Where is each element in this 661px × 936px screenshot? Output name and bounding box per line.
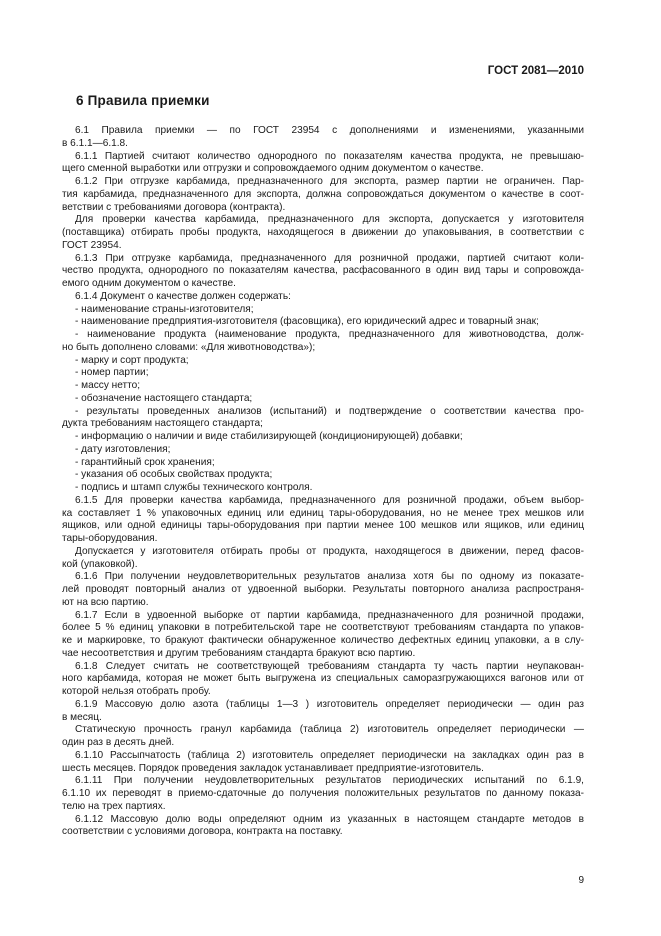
document-header-id: ГОСТ 2081—2010 (487, 65, 584, 77)
text-line: 6.1.6 При получении неудовлетворительных результатов анализа хотя бы по одному из показате- (75, 571, 584, 583)
text-line: 6.1.5 Для проверки качества карбамида, предназначенного для розничной продажи, объем выбор- (75, 494, 584, 506)
text-line: - результаты проведенных анализов (испытаний) и подтверждение о соответствии качества про- (75, 405, 584, 417)
paragraph (62, 495, 584, 546)
text-line: - массу нетто; (75, 380, 141, 391)
text-line: которой нельзя отобрать пробу. (62, 686, 211, 697)
paragraph (62, 571, 584, 609)
text-line: - обозначение настоящего стандарта; (75, 392, 253, 404)
paragraph (62, 380, 584, 393)
text-line: в 6.1.1—6.1.8. (62, 137, 128, 149)
text-line: 6.1.11 При получении неудовлетворительных результатов периодических испытаний по 6.1.9, (75, 775, 584, 787)
paragraph (62, 176, 584, 214)
text-line: (поставщика) отбирать пробы продукта, находящегося в движении до упаковывания, в соответствии с (62, 227, 584, 238)
paragraph (62, 151, 584, 177)
paragraph (62, 444, 584, 457)
text-line: в месяц. (62, 711, 102, 723)
text-line: кой (упаковкой). (62, 558, 138, 570)
paragraph (62, 214, 584, 252)
text-line: - наименование продукта (наименование продукта, предназначенного для животноводства, долж- (75, 329, 584, 340)
paragraph (62, 699, 584, 725)
text-line: Статическую прочность гранул карбамида (таблица 2) изготовитель определяет периодически — (75, 724, 584, 736)
text-line: тары-оборудования. (62, 533, 158, 544)
text-line: более 5 % единиц упаковки в потребительской таре не соответствуют требованиям стандарта по упаков- (62, 622, 584, 634)
text-line: - гарантийный срок хранения; (75, 456, 215, 468)
text-line: шесть месяцев. Порядок проведения закладок устанавливает предприятие-изготовитель. (62, 762, 484, 774)
paragraph (62, 316, 584, 329)
paragraph (62, 469, 584, 482)
text-line: 6.1.4 Документ о качестве должен содержать: (75, 290, 291, 302)
text-line: щего сменной выработки или отгрузки и сопровождаемого одним документом о качестве. (62, 163, 484, 175)
text-line: - номер партии; (75, 367, 149, 379)
text-line: лей проводят повторный анализ от удвоенной выборки. Результаты повторного анализа распространя- (62, 584, 584, 595)
text-line: ГОСТ 23954. (62, 239, 122, 251)
text-line: 6.1.8 Следует считать не соответствующей требованиям стандарта ту часть партии неупакован- (75, 660, 584, 672)
paragraph (62, 291, 584, 304)
text-line: ного карбамида, которая не может быть выгружена из специальных саморазгружающихся вагонов или от (62, 673, 584, 685)
paragraph (62, 775, 584, 813)
text-line: - информацию о наличии и виде стабилизирующей (кондиционирующей) добавки; (75, 431, 463, 442)
page-number: 9 (578, 875, 584, 886)
text-line: 6.1.9 Массовую долю азота (таблицы 1—3 ) изготовитель определяет периодически — один раз (75, 698, 584, 710)
paragraph (62, 406, 584, 432)
paragraph (62, 431, 584, 444)
document-body (62, 125, 584, 839)
text-line: Допускается у изготовителя отбирать пробы от продукта, находящегося в движении, перед фасов- (75, 545, 584, 557)
paragraph (62, 661, 584, 699)
paragraph (62, 457, 584, 470)
text-line: ке и маркировке, то бракуют фактически обнаруженное количество дефектных единиц упаковки, а в слу- (62, 635, 584, 646)
paragraph (62, 367, 584, 380)
text-line: 6.1.2 При отгрузке карбамида, предназначенного для экспорта, размер партии не ограничен. Пар- (75, 176, 584, 187)
paragraph (62, 253, 584, 291)
text-line: - подпись и штамп службы технического контроля. (75, 482, 313, 493)
text-line: - наименование страны-изготовителя; (75, 303, 254, 315)
text-line: ящиков, или одной единицы тары-оборудования при партии менее 100 мешков или ящиков, или единиц (62, 520, 584, 532)
paragraph (62, 329, 584, 355)
paragraph (62, 304, 584, 317)
text-line: - указания об особых свойствах продукта; (75, 469, 273, 481)
text-line: ют на всю партию. (62, 596, 149, 608)
text-line: 6.1.3 При отгрузке карбамида, предназначенного для розничной продажи, партией считают коли- (75, 252, 584, 264)
text-line: емого одним документом о качестве. (62, 278, 236, 289)
text-line: ка составляет 1 % упаковочных единиц или единиц тары-оборудования, но не менее трех мешков или (62, 507, 584, 519)
text-line: - дату изготовления; (75, 443, 171, 455)
paragraph (62, 482, 584, 495)
text-line: один раз в десять дней. (62, 737, 175, 748)
paragraph (62, 355, 584, 368)
paragraph (62, 125, 584, 151)
paragraph (62, 750, 584, 776)
text-line: 6.1.7 Если в удвоенной выборке от партии карбамида, предназначенного для розничной продажи, (75, 609, 584, 621)
text-line: 6.1.10 их переводят в приемо-сдаточные до получения положительных результатов по данному показа- (62, 788, 584, 799)
text-line: телю на трех партиях. (62, 800, 166, 812)
text-line: Для проверки качества карбамида, предназначенного для экспорта, допускается у изготовителя (75, 214, 584, 226)
paragraph (62, 546, 584, 572)
text-line: - наименование предприятия-изготовителя (фасовщика), его юридический адрес и товарный знак; (75, 316, 539, 328)
text-line: чество продукта, однородного по показателям качества, расфасованного в один вид тары и сопровожда- (62, 265, 584, 277)
text-line: 6.1 Правила приемки — по ГОСТ 23954 с дополнениями и изменениями, указанными (75, 125, 584, 136)
text-line: тия карбамида, предназначенного для экспорта, должна сопровождаться документом о качестве в соот- (62, 188, 584, 200)
text-line: чае несоответствия и другим требованиям стандарта бракуют всю партию. (62, 647, 416, 659)
text-line: соответствии с условиями договора, контракта на поставку. (62, 826, 343, 838)
paragraph (62, 610, 584, 661)
text-line: 6.1.1 Партией считают количество однородного по показателям качества продукта, не превышаю- (75, 150, 584, 162)
paragraph (62, 724, 584, 750)
text-line: 6.1.10 Рассыпчатость (таблица 2) изготовитель определяет периодически на закладках один раз в (75, 749, 584, 761)
text-line: 6.1.12 Массовую долю воды определяют одним из указанных в настоящем стандарте методов в (75, 813, 584, 825)
text-line: дукта требованиям настоящего стандарта; (62, 418, 263, 430)
text-line: - марку и сорт продукта; (75, 354, 189, 366)
text-line: но быть дополнено словами: «Для животноводства»); (62, 341, 316, 353)
section-title: 6 Правила приемки (76, 93, 210, 108)
paragraph (62, 393, 584, 406)
paragraph (62, 814, 584, 840)
text-line: ветствии с требованиями договора (контракта). (62, 201, 286, 213)
